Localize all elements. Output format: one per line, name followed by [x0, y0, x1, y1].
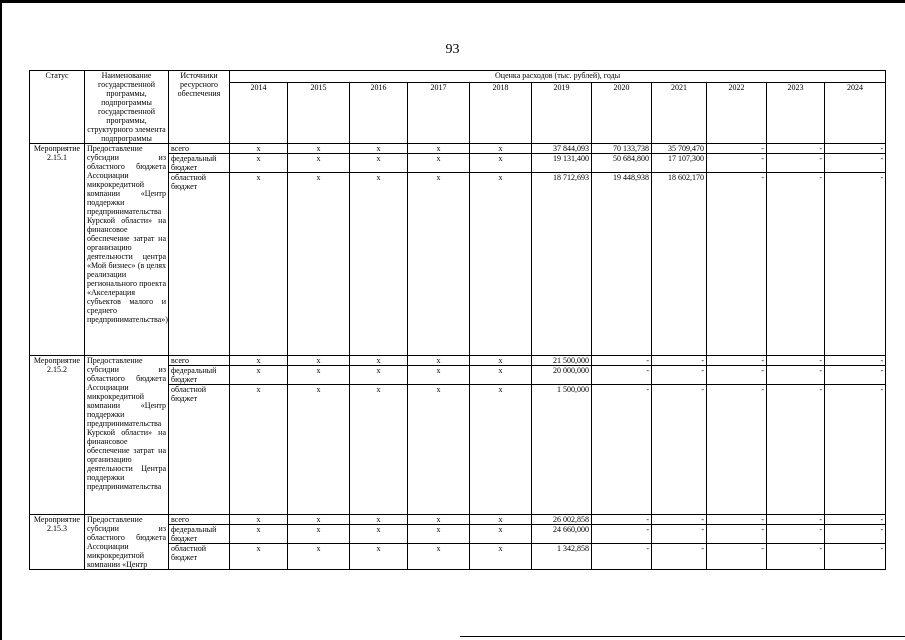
value-cell: x	[350, 544, 408, 570]
value-cell: 18 712,693	[532, 173, 592, 356]
funding-source: всего	[169, 144, 230, 154]
value-cell: -	[652, 385, 707, 515]
value-cell: -	[825, 154, 886, 173]
funding-source: федеральный бюджет	[169, 525, 230, 544]
value-cell: 21 500,000	[532, 356, 592, 366]
value-cell: x	[230, 173, 288, 356]
value-cell: x	[408, 525, 470, 544]
value-cell: 20 000,000	[532, 366, 592, 385]
value-cell: 1 342,858	[532, 544, 592, 570]
value-cell: x	[288, 544, 350, 570]
value-cell: -	[825, 144, 886, 154]
measure-status: Мероприятие 2.15.1	[30, 144, 85, 356]
value-cell: -	[592, 385, 652, 515]
value-cell: x	[470, 515, 532, 525]
value-cell: x	[350, 366, 408, 385]
header-year: 2014	[230, 83, 288, 144]
value-cell: -	[707, 515, 767, 525]
value-cell: -	[825, 366, 886, 385]
funding-source: областной бюджет	[169, 544, 230, 570]
value-cell: -	[825, 544, 886, 570]
measure-name: Предоставление субсидии из областного бюджета Ассоциации микрокредитной компании «Центр	[85, 515, 169, 570]
value-cell: x	[470, 154, 532, 173]
value-cell: 35 709,470	[652, 144, 707, 154]
header-year: 2021	[652, 83, 707, 144]
funding-source: всего	[169, 515, 230, 525]
value-cell: -	[825, 525, 886, 544]
value-cell: x	[288, 525, 350, 544]
value-cell: x	[230, 515, 288, 525]
value-cell: -	[825, 173, 886, 356]
value-cell: 17 107,300	[652, 154, 707, 173]
value-cell: x	[470, 366, 532, 385]
value-cell: -	[592, 356, 652, 366]
value-cell: x	[288, 366, 350, 385]
value-cell: x	[470, 525, 532, 544]
value-cell: -	[707, 385, 767, 515]
value-cell: -	[767, 366, 825, 385]
value-cell: x	[408, 144, 470, 154]
value-cell: -	[707, 356, 767, 366]
value-cell: 50 684,800	[592, 154, 652, 173]
value-cell: -	[767, 525, 825, 544]
value-cell: -	[707, 366, 767, 385]
value-cell: x	[230, 366, 288, 385]
value-cell: 1 500,000	[532, 385, 592, 515]
value-cell: x	[230, 385, 288, 515]
header-name: Наименование государственной программы, подпрограммы государственной программы, структурного элемента подпрограммы	[85, 71, 169, 144]
table-row	[30, 356, 886, 366]
measure-name: Предоставление субсидии из областного бюджета Ассоциации микрокредитной компании «Центр поддержки предпринимательства Курской области» на финансовое обеспечение затрат на организацию деятельности Центра поддержки предпринимательства	[85, 356, 169, 515]
header-year: 2020	[592, 83, 652, 144]
value-cell: x	[350, 144, 408, 154]
value-cell: x	[408, 366, 470, 385]
value-cell: x	[408, 356, 470, 366]
value-cell: -	[825, 515, 886, 525]
value-cell: -	[707, 525, 767, 544]
scan-edge-top	[0, 0, 905, 3]
value-cell: x	[408, 385, 470, 515]
value-cell: x	[350, 515, 408, 525]
value-cell: 26 002,858	[532, 515, 592, 525]
value-cell: x	[350, 154, 408, 173]
value-cell: -	[652, 366, 707, 385]
value-cell: -	[592, 515, 652, 525]
header-year: 2023	[767, 83, 825, 144]
value-cell: 18 602,170	[652, 173, 707, 356]
value-cell: x	[470, 385, 532, 515]
value-cell: x	[470, 144, 532, 154]
header-source: Источники ресурсного обеспечения	[169, 71, 230, 144]
value-cell: -	[767, 144, 825, 154]
value-cell: -	[592, 544, 652, 570]
scan-edge-left	[0, 0, 2, 640]
value-cell: -	[767, 515, 825, 525]
funding-source: федеральный бюджет	[169, 154, 230, 173]
value-cell: x	[288, 154, 350, 173]
value-cell: x	[350, 525, 408, 544]
measure-status: Мероприятие 2.15.3	[30, 515, 85, 570]
page-number: 93	[445, 42, 460, 57]
funding-source: областной бюджет	[169, 173, 230, 356]
value-cell: x	[230, 525, 288, 544]
value-cell: x	[408, 515, 470, 525]
value-cell: x	[230, 356, 288, 366]
scan-line-bottom	[460, 636, 905, 637]
value-cell: -	[767, 544, 825, 570]
value-cell: -	[767, 385, 825, 515]
budget-table	[29, 70, 886, 570]
header-year: 2015	[288, 83, 350, 144]
header-year: 2017	[408, 83, 470, 144]
value-cell: -	[707, 173, 767, 356]
table-row	[30, 144, 886, 154]
value-cell: x	[470, 173, 532, 356]
value-cell: -	[767, 356, 825, 366]
value-cell: 24 660,000	[532, 525, 592, 544]
value-cell: -	[707, 144, 767, 154]
value-cell: 70 133,738	[592, 144, 652, 154]
header-status: Статус	[30, 71, 85, 144]
funding-source: всего	[169, 356, 230, 366]
value-cell: x	[288, 144, 350, 154]
header-year: 2022	[707, 83, 767, 144]
value-cell: x	[350, 173, 408, 356]
header-year: 2024	[825, 83, 886, 144]
table-row	[30, 515, 886, 525]
value-cell: x	[288, 515, 350, 525]
value-cell: x	[288, 356, 350, 366]
value-cell: x	[350, 385, 408, 515]
measure-name: Предоставление субсидии из областного бюджета Ассоциации микрокредитной компании «Центр поддержки предпринимательства Курской области» на финансовое обеспечение затрат на организацию деятельности центра «Мой бизнес» (в целях реализации регионального проекта «Акселерация субъектов малого и среднего предпринимательства»)	[85, 144, 169, 356]
value-cell: -	[707, 154, 767, 173]
value-cell: -	[652, 525, 707, 544]
value-cell: x	[408, 544, 470, 570]
value-cell: 19 448,938	[592, 173, 652, 356]
value-cell: -	[652, 356, 707, 366]
measure-status: Мероприятие 2.15.2	[30, 356, 85, 515]
value-cell: 19 131,400	[532, 154, 592, 173]
value-cell: 37 844,093	[532, 144, 592, 154]
value-cell: -	[652, 515, 707, 525]
value-cell: -	[592, 525, 652, 544]
value-cell: -	[767, 173, 825, 356]
value-cell: x	[288, 385, 350, 515]
value-cell: x	[288, 173, 350, 356]
funding-source: федеральный бюджет	[169, 366, 230, 385]
header-year: 2019	[532, 83, 592, 144]
table-body	[30, 144, 886, 570]
value-cell: -	[825, 356, 886, 366]
value-cell: x	[350, 356, 408, 366]
value-cell: x	[230, 144, 288, 154]
value-cell: -	[825, 385, 886, 515]
value-cell: x	[230, 154, 288, 173]
header-year: 2016	[350, 83, 408, 144]
value-cell: x	[470, 544, 532, 570]
value-cell: -	[707, 544, 767, 570]
header-estimate: Оценка расходов (тыс. рублей), годы	[230, 71, 886, 83]
value-cell: x	[408, 154, 470, 173]
value-cell: x	[230, 544, 288, 570]
value-cell: -	[652, 544, 707, 570]
value-cell: -	[767, 154, 825, 173]
value-cell: -	[592, 366, 652, 385]
value-cell: x	[408, 173, 470, 356]
value-cell: x	[470, 356, 532, 366]
funding-source: областной бюджет	[169, 385, 230, 515]
header-year: 2018	[470, 83, 532, 144]
